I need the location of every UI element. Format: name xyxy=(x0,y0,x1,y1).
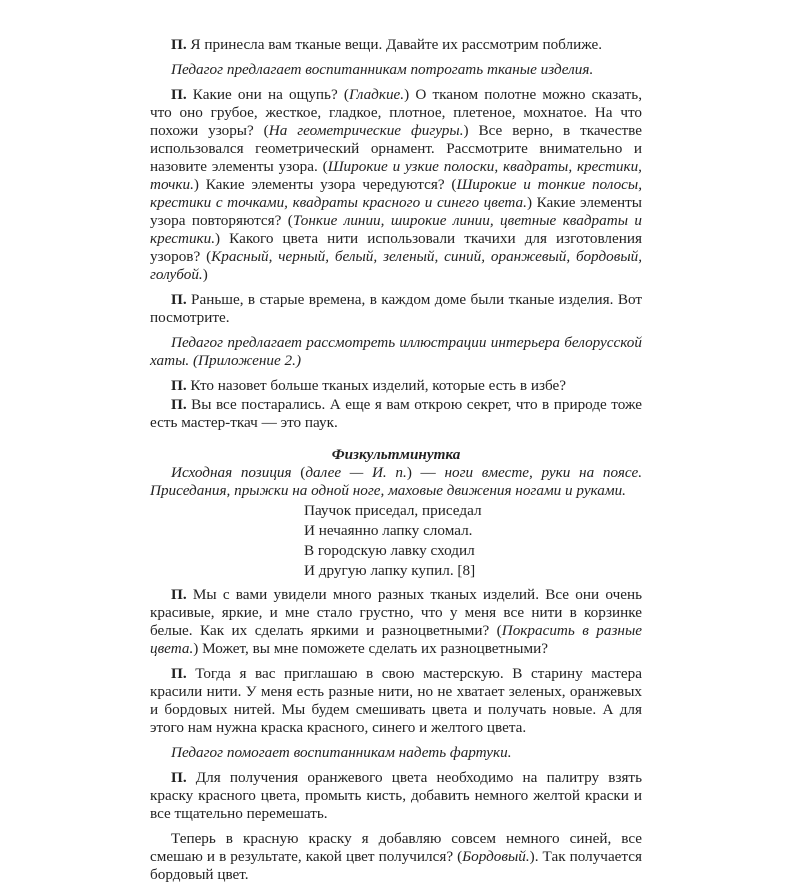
poem-line: Паучок приседал, приседал xyxy=(304,502,482,519)
italic-text: Гладкие. xyxy=(348,86,405,103)
speaker-label: П. xyxy=(171,36,187,53)
paragraph xyxy=(150,334,642,370)
text: ) Все верно, в ткачестве использовался геометрический орнамент. Рассмотрите внимательно и назовите элементы узора. ( xyxy=(150,122,643,175)
document-page xyxy=(150,36,642,891)
italic-text: ноги вместе, руки на поясе. Приседания, прыжки на одной ноге, маховые движения ногами и руками. xyxy=(150,464,642,499)
paragraph xyxy=(150,665,642,737)
italic-text: Тонкие линии, широкие линии, цветные квадраты и крестики. xyxy=(150,212,642,247)
poem xyxy=(304,501,642,581)
italic-text: Педагог помогает воспитанникам надеть фартуки. xyxy=(171,744,512,761)
text: ). Так получается бордовый цвет. xyxy=(150,848,642,883)
poem-line: И другую лапку купил. [8] xyxy=(304,562,476,579)
paragraph xyxy=(150,61,642,79)
poem-line: И нечаянно лапку сломал. xyxy=(304,522,473,539)
speaker-label: П. xyxy=(171,586,187,603)
text: ) Какие элементы узора чередуются? ( xyxy=(193,176,457,193)
paragraph xyxy=(150,744,642,762)
italic-text: Бордовый. xyxy=(462,848,530,865)
italic-text: Педагог предлагает рассмотреть иллюстрации интерьера белорусской хаты. (Приложение 2.) xyxy=(150,334,642,369)
text: ) Какие элементы узора повторяются? ( xyxy=(150,194,642,229)
text: Теперь в красную краску я добавляю совсем немного синей, все смешаю и в результате, какой цвет получился? ( xyxy=(150,830,642,865)
italic-text: На геометрические фигуры. xyxy=(268,122,464,139)
italic-text: Широкие и тонкие полосы, крестики с точками, квадраты красного и синего цвета. xyxy=(150,176,642,211)
text: Какие они на ощупь? ( xyxy=(186,86,349,103)
paragraph xyxy=(150,396,642,432)
paragraph xyxy=(150,464,642,500)
speaker-label: П. xyxy=(171,86,187,103)
exercise-paragraph xyxy=(150,464,642,500)
italic-text: Исходная позиция xyxy=(171,464,292,481)
text: ) Какого цвета нити использовали ткачихи для изготовления узоров? ( xyxy=(150,230,642,265)
paragraph xyxy=(150,291,642,327)
text: Кто назовет больше тканых изделий, которые есть в избе? xyxy=(186,377,566,394)
text: ) — xyxy=(406,464,445,481)
speaker-label: П. xyxy=(171,769,187,786)
italic-text: Педагог предлагает воспитанникам потрогать тканые изделия. xyxy=(171,61,594,78)
paragraph xyxy=(150,769,642,823)
text: ) Может, вы мне поможете сделать их разноцветными? xyxy=(193,640,548,657)
text: ) О тканом полотне можно сказать, что оно грубое, жесткое, гладкое, плотное, плетеное, мохнатое. На что похожи узоры? ( xyxy=(150,86,642,139)
paragraph xyxy=(150,830,642,884)
paragraph xyxy=(150,377,642,395)
paragraph xyxy=(150,36,642,54)
italic-text: Покрасить в разные цвета. xyxy=(150,622,642,657)
section-bottom xyxy=(150,586,642,884)
text: Раньше, в старые времена, в каждом доме были тканые изделия. Вот посмотрите. xyxy=(150,291,642,326)
poem-line: В городскую лавку сходил xyxy=(304,542,475,559)
paragraph xyxy=(150,86,642,284)
section-top xyxy=(150,36,642,432)
italic-text: далее — И. п. xyxy=(305,464,407,481)
speaker-label: П. xyxy=(171,396,187,413)
text: ( xyxy=(291,464,306,481)
speaker-label: П. xyxy=(171,377,187,394)
text: Я принесла вам тканые вещи. Давайте их рассмотрим поближе. xyxy=(186,36,603,53)
text: Тогда я вас приглашаю в свою мастерскую. В старину мастера красили нити. У меня есть разные нити, но не хватает зеленых, оранжевых и бордовых нитей. Мы будем смешивать цвета и получать новые. А для этого нам нужна краска красного, синего и желтого цвета. xyxy=(150,665,642,736)
text: Мы с вами увидели много разных тканых изделий. Все они очень красивые, яркие, и мне стало грустно, что у меня все нити в корзинке белые. Как их сделать яркими и разноцветными? ( xyxy=(150,586,642,639)
italic-text: Красный, черный, белый, зеленый, синий, оранжевый, бордовый, голубой. xyxy=(150,248,642,283)
speaker-label: П. xyxy=(171,291,187,308)
italic-text: Широкие и узкие полоски, квадраты, крестики, точки. xyxy=(150,158,642,193)
text: ) xyxy=(202,266,208,283)
section-heading: Физкультминутка xyxy=(331,446,461,463)
text: Для получения оранжевого цвета необходимо на палитру взять краску красного цвета, промыть кисть, добавить немного желтой краски и все тщательно перемешать. xyxy=(150,769,642,822)
paragraph xyxy=(150,586,642,658)
text: Вы все постарались. А еще я вам открою секрет, что в природе тоже есть мастер-ткач — это паук. xyxy=(150,396,642,431)
speaker-label: П. xyxy=(171,665,187,682)
